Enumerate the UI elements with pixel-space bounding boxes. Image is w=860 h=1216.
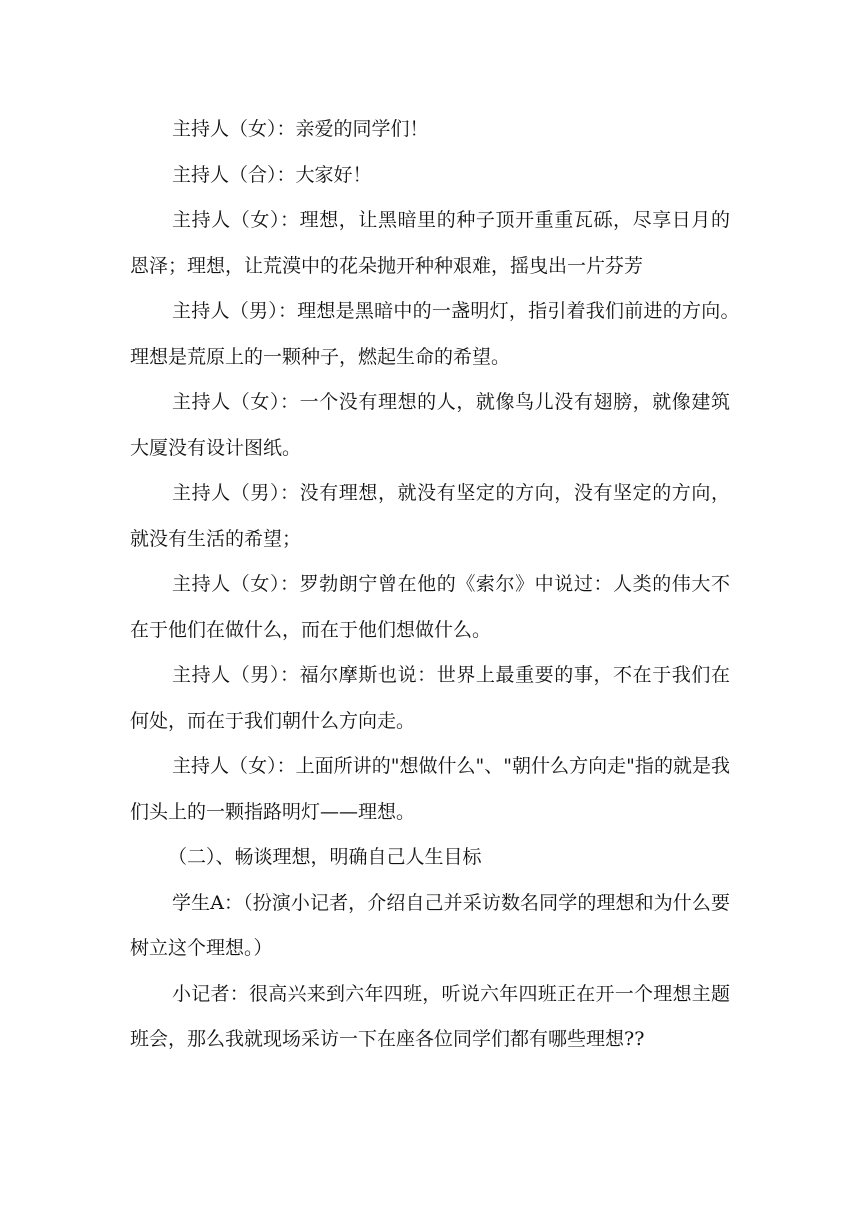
paragraph-host-together-greeting: 主持人（合）：大家好！	[172, 163, 372, 186]
paragraph-host-female-greeting: 主持人（女）：亲爱的同学们！	[172, 118, 429, 140]
paragraph-host-female-ideal-seed: 主持人（女）：理想，让黑暗里的种子顶开重重瓦砾，尽享日月的恩泽；理想，让荒漠中的花朵抛开种种艰难，摇曳出一片芬芳	[130, 209, 730, 277]
paragraph-student-a-reporter: 学生A：（扮演小记者，介绍自己并采访数名同学的理想和为什么要树立这个理想。）	[130, 891, 730, 959]
paragraph-host-male-direction: 主持人（男）：没有理想，就没有坚定的方向，没有坚定的方向，就没有生活的希望；	[130, 482, 730, 550]
section-heading-discuss-ideals: （二）、畅谈理想，明确自己人生目标	[168, 846, 482, 868]
paragraph-host-female-quote-browning: 主持人（女）：罗勃朗宁曾在他的《索尔》中说过：人类的伟大不在于他们在做什么，而在于他们想做什么。	[130, 573, 730, 641]
document-body	[130, 107, 750, 1063]
paragraph-host-male-quote-holmes: 主持人（男）：福尔摩斯也说：世界上最重要的事，不在于我们在何处，而在于我们朝什么方向走。	[130, 664, 730, 732]
paragraph-host-female-no-ideal: 主持人（女）：一个没有理想的人，就像鸟儿没有翅膀，就像建筑大厦没有设计图纸。	[130, 391, 730, 459]
paragraph-host-male-ideal-lamp: 主持人（男）：理想是黑暗中的一盏明灯，指引着我们前进的方向。 理想是荒原上的一颗种子，燃起生命的希望。	[130, 300, 750, 368]
paragraph-reporter-interview: 小记者：很高兴来到六年四班，听说六年四班正在开一个理想主题班会，那么我就现场采访一下在座各位同学们都有哪些理想??	[130, 982, 730, 1050]
paragraph-host-female-guiding-lamp: 主持人（女）：上面所讲的"想做什么"、"朝什么方向走"指的就是我们头上的一颗指路明灯——理想。	[130, 755, 730, 823]
